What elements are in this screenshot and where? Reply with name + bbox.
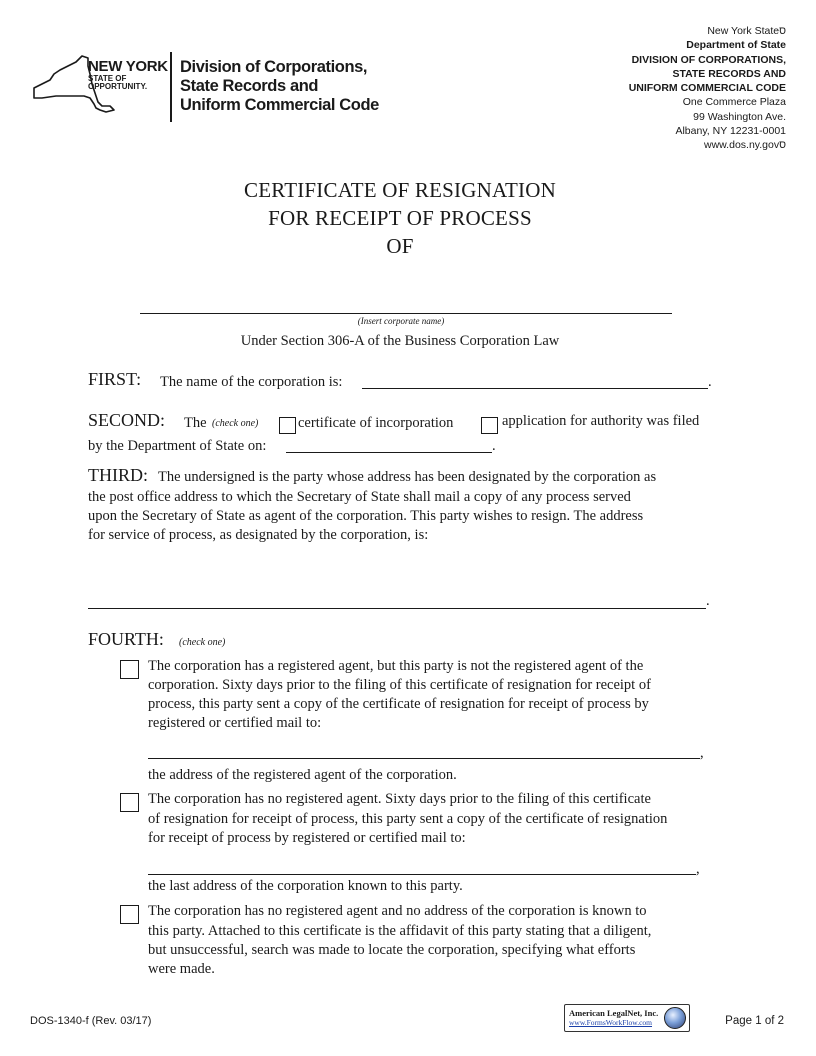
third-period: .	[706, 593, 710, 609]
no-registered-agent-checkbox[interactable]	[120, 793, 139, 812]
option1-after: the address of the registered agent of the corporation.	[148, 767, 457, 783]
form-number: DOS-1340-f (Rev. 03/17)	[30, 1015, 152, 1027]
second-heading: SECOND:	[88, 410, 166, 430]
division-line-3: Uniform Commercial Code	[180, 96, 379, 114]
document-title	[0, 176, 800, 260]
under-section-text: Under Section 306-A of the Business Corporation Law	[240, 333, 560, 349]
badge-website-link[interactable]: www.FormsWorkFlow.com	[569, 1018, 653, 1027]
address-line-7: 99 Washington Ave.	[693, 110, 786, 123]
option1-line-3: process, this party sent a copy of the certificate of resignation for receipt of process by	[148, 696, 649, 712]
option3-line-4: were made.	[148, 961, 215, 977]
department-address	[629, 24, 786, 153]
option3-line-3: but unsuccessful, search was made to locate the corporation, specifying what efforts	[148, 942, 636, 958]
no-address-known-checkbox[interactable]	[120, 905, 139, 924]
corporate-name-field[interactable]	[140, 313, 672, 314]
filing-date-field[interactable]	[286, 452, 492, 453]
option1-line-2: corporation. Sixty days prior to the filing of this certificate of resignation for receipt of	[148, 677, 651, 693]
option2-after: the last address of the corporation known to this party.	[148, 878, 463, 894]
second-check-one: (check one)	[212, 418, 259, 429]
address-line-8: Albany, NY 12231-0001	[675, 125, 786, 138]
second-line-2: by the Department of State on:	[88, 438, 267, 454]
title-line-1: CERTIFICATE OF RESIGNATION	[244, 178, 556, 202]
last-known-address-field[interactable]	[148, 874, 696, 875]
certificate-of-incorporation-checkbox[interactable]	[279, 417, 296, 434]
logo-divider	[170, 52, 172, 122]
logo-new-york: NEW YORK	[88, 58, 168, 75]
third-line-2: the post office address to which the Secretary of State shall mail a copy of any process served	[88, 489, 631, 505]
option2-line-2: of resignation for receipt of process, this party sent a copy of the certificate of resignation	[148, 811, 668, 827]
logo-tagline-1: STATE OF	[88, 74, 127, 83]
american-legalnet-badge[interactable]	[564, 1004, 690, 1032]
address-website: www.dos.ny.govס	[704, 139, 786, 152]
first-text: The name of the corporation is:	[160, 374, 343, 390]
fourth-check-one: (check one)	[179, 637, 226, 648]
address-line-1: New York Stateס	[707, 25, 786, 37]
division-line-2: State Records and	[180, 77, 319, 95]
division-name	[180, 58, 379, 115]
third-heading: THIRD:	[88, 465, 148, 485]
application-for-authority-label: application for authority was filed	[502, 413, 700, 429]
option1-line-1: The corporation has a registered agent, but this party is not the registered agent of the	[148, 658, 644, 674]
registered-agent-checkbox[interactable]	[120, 660, 139, 679]
third-line-1: The undersigned is the party whose address has been designated by the corporation as	[158, 469, 657, 485]
fourth-heading: FOURTH:	[88, 629, 164, 649]
first-heading: FIRST:	[88, 369, 142, 389]
option3-line-1: The corporation has no registered agent and no address of the corporation is known to	[148, 903, 647, 919]
option2-line-1: The corporation has no registered agent. Sixty days prior to the filing of this certificate	[148, 791, 651, 807]
registered-agent-address-field[interactable]	[148, 758, 700, 759]
address-line-5: UNIFORM COMMERCIAL CODE	[628, 82, 786, 95]
page-number: Page 1 of 2	[725, 1015, 784, 1027]
title-line-2: FOR RECEIPT OF PROCESS	[268, 206, 532, 230]
third-line-4: for service of process, as designated by the corporation, is:	[88, 527, 429, 543]
second-the: The	[184, 415, 207, 431]
corporate-name-caption: (Insert corporate name)	[357, 316, 445, 326]
second-period: .	[492, 438, 496, 454]
title-line-3: OF	[386, 234, 414, 258]
logo-tagline	[88, 75, 147, 91]
option1-line-4: registered or certified mail to:	[148, 715, 322, 731]
option2-comma: ,	[696, 861, 700, 877]
option3-line-2: this party. Attached to this certificate is the affidavit of this party stating that a diligent,	[148, 923, 652, 939]
address-line-3: DIVISION OF CORPORATIONS,	[631, 53, 786, 66]
badge-company: American LegalNet, Inc.	[569, 1008, 659, 1018]
certificate-of-incorporation-label: certificate of incorporation	[298, 415, 454, 431]
option1-comma: ,	[700, 745, 704, 761]
first-period: .	[708, 374, 712, 390]
service-address-field[interactable]	[88, 608, 706, 609]
option2-line-3: for receipt of process by registered or certified mail to:	[148, 830, 466, 846]
corporation-name-field[interactable]	[362, 388, 708, 389]
address-line-2: Department of State	[686, 39, 786, 52]
division-line-1: Division of Corporations,	[180, 58, 368, 76]
address-line-4: STATE RECORDS AND	[672, 67, 786, 80]
application-for-authority-checkbox[interactable]	[481, 417, 498, 434]
third-line-3: upon the Secretary of State as agent of the corporation. This party wishes to resign. The address	[88, 508, 644, 524]
globe-icon	[664, 1007, 686, 1029]
logo-tagline-2: OPPORTUNITY.	[88, 82, 148, 91]
address-line-6: One Commerce Plaza	[682, 96, 786, 109]
